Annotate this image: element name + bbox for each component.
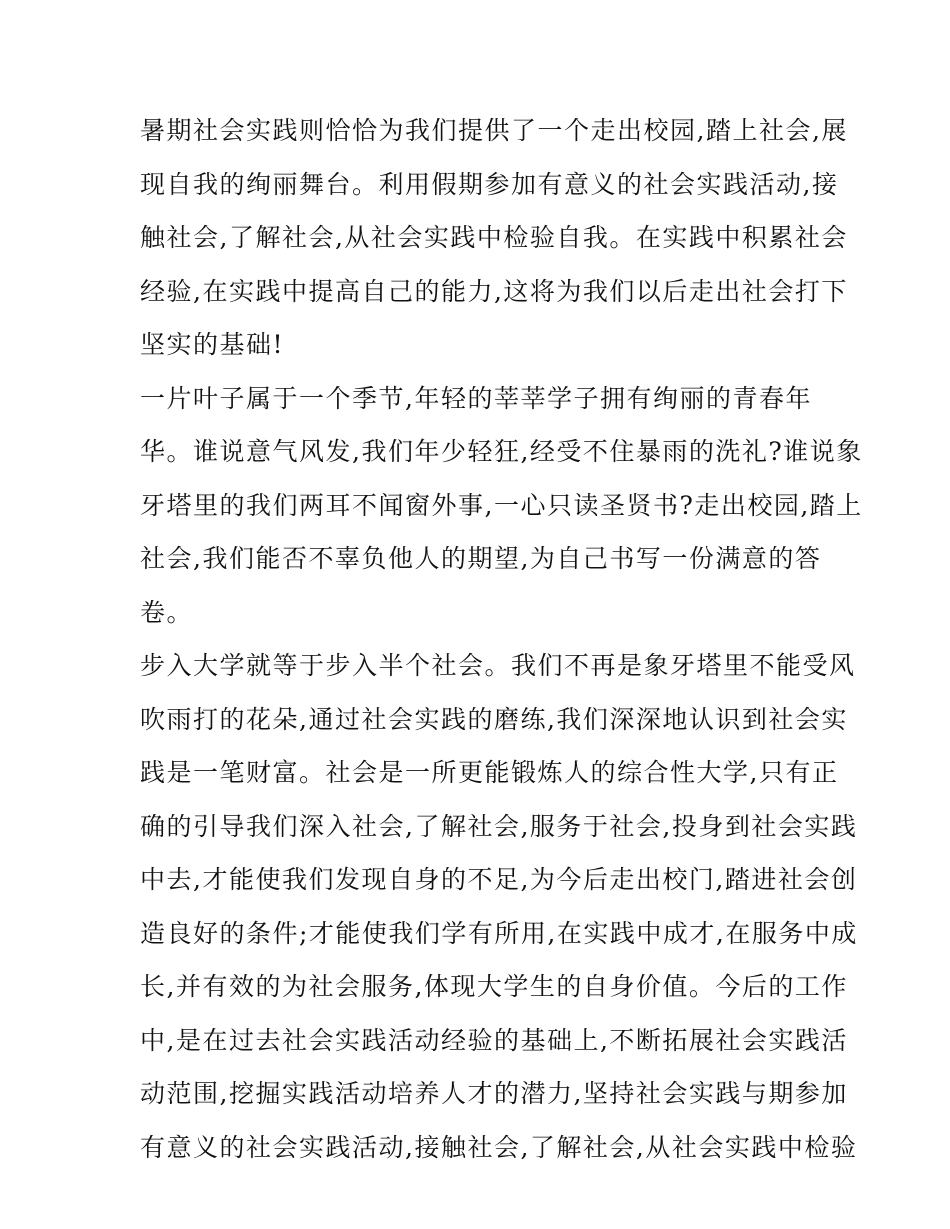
document-body — [140, 104, 863, 1174]
text-line: 坚实的基础! — [140, 330, 285, 359]
text-line: 经验,在实践中提高自己的能力,这将为我们以后走出社会打下 — [140, 276, 848, 306]
text-line: 造良好的条件;才能使我们学有所用,在实践中成才,在服务中成 — [140, 918, 858, 948]
text-line: 步入大学就等于步入半个社会。我们不再是象牙塔里不能受风 — [140, 651, 856, 680]
text-line: 吹雨打的花朵,通过社会实践的磨练,我们深深地认识到社会实 — [140, 704, 848, 734]
text-line: 现自我的绚丽舞台。利用假期参加有意义的社会实践活动,接 — [140, 169, 839, 199]
text-line: 一片叶子属于一个季节,年轻的莘莘学子拥有绚丽的青春年 — [140, 383, 812, 413]
text-line: 卷。 — [140, 597, 194, 627]
paragraph-1 — [140, 104, 848, 372]
text-line: 确的引导我们深入社会,了解社会,服务于社会,投身到社会实践 — [140, 811, 858, 841]
text-line: 长,并有效的为社会服务,体现大学生的自身价值。今后的工作 — [140, 972, 848, 1001]
text-line: 社会,我们能否不辜负他人的期望,为自己书写一份满意的答 — [140, 544, 822, 573]
text-line: 华。谁说意气风发,我们年少轻狂,经受不住暴雨的洗礼?谁说象 — [140, 437, 863, 466]
paragraph-3 — [140, 639, 858, 1174]
text-line: 践是一笔财富。社会是一所更能锻炼人的综合性大学,只有正 — [140, 758, 839, 787]
text-line: 触社会,了解社会,从社会实践中检验自我。在实践中积累社会 — [140, 223, 848, 252]
paragraph-2 — [140, 372, 863, 640]
text-line: 有意义的社会实践活动,接触社会,了解社会,从社会实践中检验 — [140, 1132, 858, 1162]
text-line: 暑期社会实践则恰恰为我们提供了一个走出校园,踏上社会,展 — [140, 116, 848, 145]
text-line: 牙塔里的我们两耳不闻窗外事,一心只读圣贤书?走出校园,踏上 — [140, 490, 863, 520]
text-line: 中去,才能使我们发现自身的不足,为今后走出校门,踏进社会创 — [140, 865, 858, 894]
text-line: 中,是在过去社会实践活动经验的基础上,不断拓展社会实践活 — [140, 1025, 848, 1055]
text-line: 动范围,挖掘实践活动培养人才的潜力,坚持社会实践与期参加 — [140, 1079, 848, 1108]
